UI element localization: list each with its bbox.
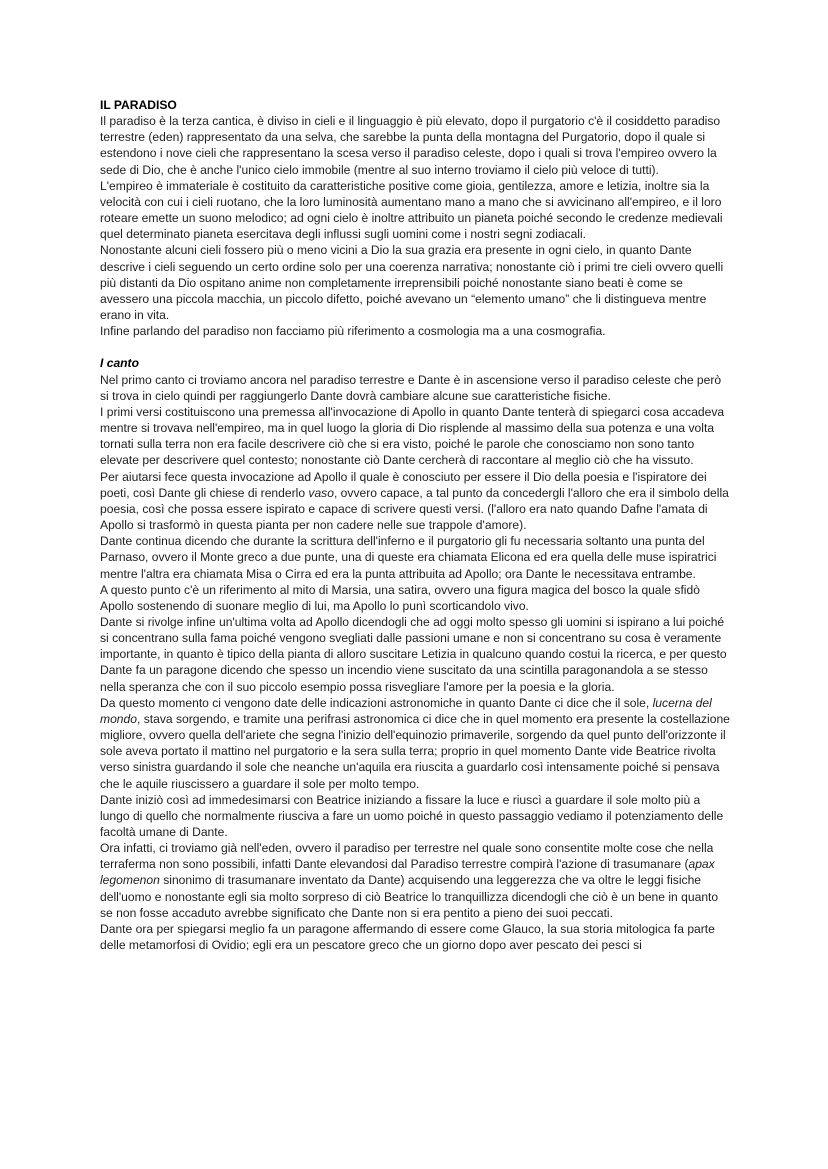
italic-term: apax legomenon — [100, 857, 715, 888]
paragraph: Nel primo canto ci troviamo ancora nel paradiso terrestre e Dante è in ascensione verso il paradiso celeste che però si trova in cielo quindi per raggiungerlo Dante dovrà cambiare alcune sue caratteristiche fisiche. — [100, 372, 722, 403]
section-title-canto-text: I canto — [100, 356, 139, 371]
text-run: sinonimo di trasumanare inventato da Dante) acquisendo una leggerezza che va oltre le leggi fisiche dell'uomo e nonostante egli sia molto sorpreso di ciò Beatrice lo tranquillizza dicendogli che ciò è un bene in quanto se non fosse accaduto avrebbe significato che Dante non si era pentito a pieno dei suoi peccati. — [100, 873, 719, 920]
paragraph — [100, 840, 732, 921]
paragraph — [100, 695, 732, 792]
paragraph: Dante ora per spiegarsi meglio fa un paragone affermando di essere come Glauco, la sua storia mitologica fa parte delle metamorfosi di Ovidio; egli era un pescatore greco che un giorno dopo aver pescato dei pesci si — [100, 921, 715, 953]
paragraph: Dante si rivolge infine un'ultima volta ad Apollo dicendogli che ad oggi molto spesso gli uomini si ispirano a lui poiché si concentrano sulla fama poiché vengono svegliati dalle passioni umane e non si concentrano su cosa è veramente importante, in quanto è tipico della pianta di alloro suscitare Letizia in qualcuno quando costui la ricerca, e per questo Dante fa un paragone dicendo che spesso un incendio viene suscitato da una scintilla paragonandola a se stesso nella speranza che con il suo piccolo esempio possa risvegliare l'amore per la poesia e la gloria. — [100, 614, 727, 694]
text-run: , ovvero capace, a tal punto da concedergli l'alloro che era il simbolo della poesia, così che possa essere ispirato e capace di scrivere questi versi. (l'alloro era nato quando Dafne l'amata di Apollo si trasformò in questa pianta per non cadere nelle sue trappole d'amore). — [100, 485, 729, 533]
paragraph: Nonostante alcuni cieli fossero più o meno vicini a Dio la sua grazia era presente in ogni cielo, in quanto Dante descrive i cieli seguendo un certo ordine solo per una coerenza narrativa; nonostante ciò i primi tre cieli ovvero quelli più distanti da Dio ospitano anime non completamente irreprensibili poiché nonostante siano beati è come se avessero una piccola macchia, un piccolo difetto, poiché avevano un “elemento umano” che li distingueva mentre erano in vita. — [100, 243, 724, 323]
paragraph: Infine parlando del paradiso non facciamo più riferimento a cosmologia ma a una cosmografia. — [100, 324, 606, 339]
paragraph: Dante continua dicendo che durante la scrittura dell'inferno e il purgatorio gli fu necessaria soltanto una punta del Parnaso, ovvero il Monte greco a due punte, una di queste era chiamata Elicona ed era quella delle muse ispiratrici mentre l'altra era chiamata Misa o Cirra ed era la punta attribuita ad Apollo; ora Dante le necessitava entrambe. — [100, 534, 717, 581]
paragraph: L'empireo è immateriale è costituito da caratteristiche positive come gioia, gentilezza, amore e letizia, inoltre sia la velocità con cui i cieli ruotano, che la loro luminosità aumentano mano a mano che si avvicinano all'empireo, e il loro roteare emette un suono melodico; ad ogni cielo è inoltre attribuito un pianeta poiché secondo le credenze medievali quel determinato pianeta esercitava degli influssi sugli uomini come i nostri segni zodiacali. — [100, 178, 723, 242]
section-title-paradiso: IL PARADISO — [100, 98, 177, 112]
text-run: Per aiutarsi fece questa invocazione ad Apollo il quale è conosciuto per essere il Dio della poesia e l'ispiratore dei poeti, così Dante gli chiese di renderlo — [100, 469, 707, 500]
paragraph: Dante iniziò così ad immedesimarsi con Beatrice iniziando a fissare la luce e riuscì a guardare il sole molto più a lungo di quello che normalmente riusciva a fare un uomo poiché in questo passaggio vediamo il potenziamento delle facoltà umane di Dante. — [100, 792, 724, 840]
paragraph — [100, 469, 732, 534]
paragraph: A questo punto c'è un riferimento al mito di Marsia, una satira, ovvero una figura magica del bosco la quale sfidò Apollo sostenendo di suonare meglio di lui, ma Apollo lo punì scorticandolo vivo. — [100, 582, 700, 613]
text-run: Ora infatti, ci troviamo già nell'eden, ovvero il paradiso per terrestre nel quale sono consentite molte cose che nella terraferma non sono possibili, infatti Dante elevandosi dal Paradiso terrestre compirà l'azione di trasumanare ( — [100, 841, 714, 872]
paragraph: I primi versi costituiscono una premessa all'invocazione di Apollo in quanto Dante tenterà di spiegarci cosa accadeva mentre si trovava nell'empireo, ma in quel luogo la gloria di Dio risplende al massimo della sua potenza e una volta tornati sulla terra non era facile descrivere ciò che si era visto, poiché le parole che conosciamo non sono tanto elevate per descrivere quel contesto; nonostante ciò Dante cercherà di raccontare al meglio ciò che ha vissuto. — [100, 404, 725, 468]
document-body — [100, 97, 732, 953]
italic-term: vaso — [308, 485, 334, 500]
paragraph-spacer — [100, 339, 732, 355]
section-title-canto — [100, 355, 732, 371]
italic-term: lucerna del mondo — [100, 695, 712, 726]
paragraph: Il paradiso è la terza cantica, è diviso in cieli e il linguaggio è più elevato, dopo il purgatorio c'è il cosiddetto paradiso terrestre (eden) rappresentato da una selva, che sarebbe la punta della montagna del Purgatorio, dopo il quale si estendono i nove cieli che rappresentano la scesa verso il paradiso celeste, dopo i quali si trova l'empireo ovvero la sede di Dio, che è anche l'unico cielo immobile (mentre al suo interno troviamo il cielo più veloce di tutti). — [100, 114, 721, 177]
text-run: Da questo momento ci vengono date delle indicazioni astronomiche in quanto Dante ci dice che il sole, — [100, 695, 653, 710]
text-run: , stava sorgendo, e tramite una perifrasi astronomica ci dice che in quel momento era presente la costellazione migliore, ovvero quella dell'ariete che segna l'inizio dell'equinozio primaverile, sorgendo da quel punto dell'orizzonte il sole aveva portato il mattino nel purgatorio e la sera sulla terra; proprio in quel momento Dante vide Beatrice rivolta verso sinistra guardando il sole che neanche un'aquila era riuscita a guardarlo così intensamente poiché si pensava che le aquile riuscissero a guardare il sole per molto tempo. — [100, 711, 730, 791]
